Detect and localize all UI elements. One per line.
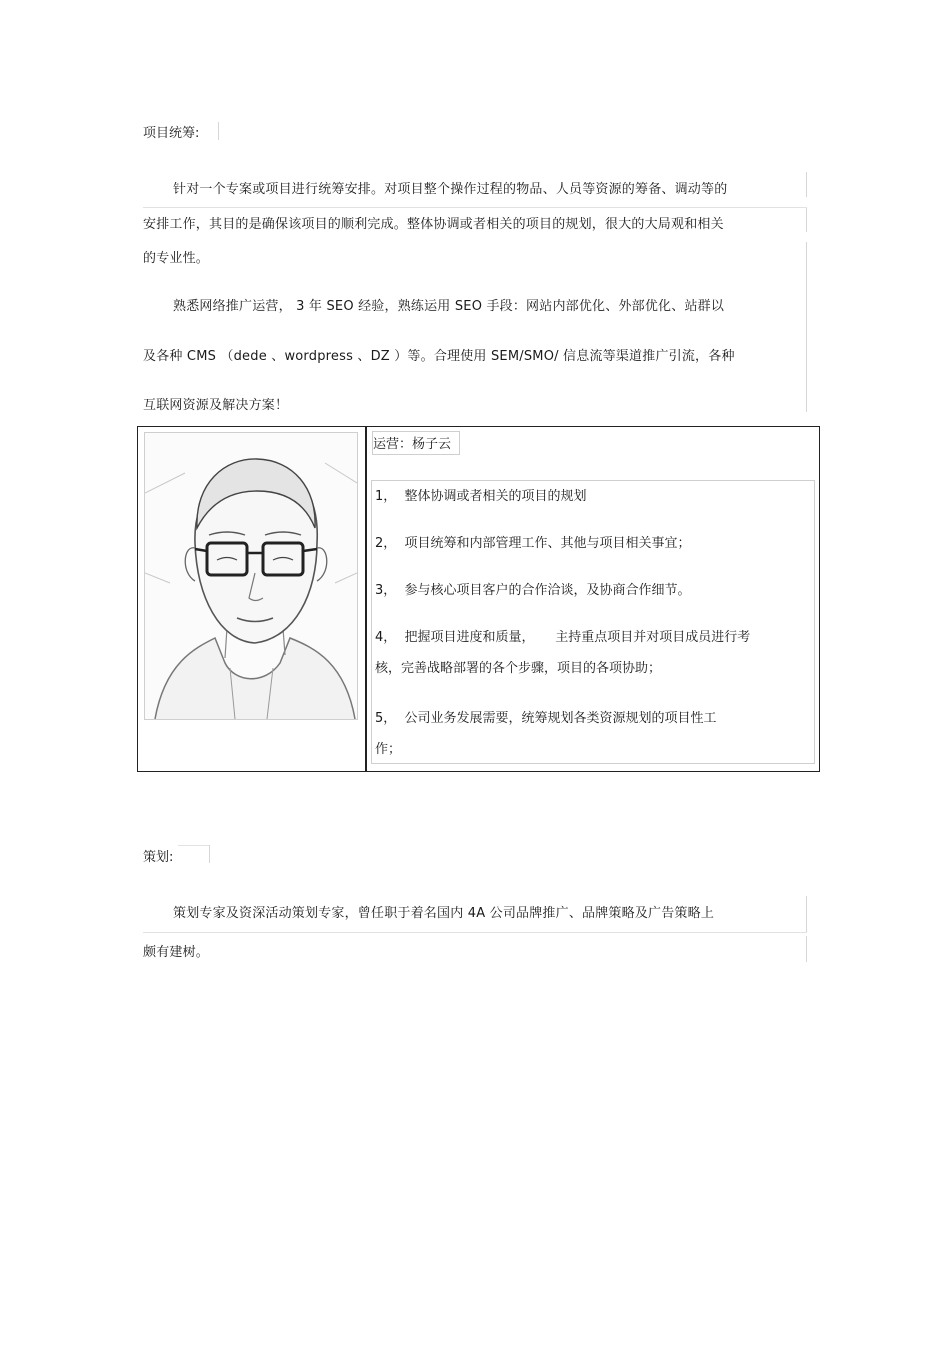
divider bbox=[806, 208, 807, 232]
divider bbox=[806, 242, 807, 412]
duty-item: 5， 公司业务发展需要，统筹规划各类资源规划的项目性工 bbox=[375, 711, 717, 726]
paragraph-line: 安排工作，其目的是确保该项目的顺利完成。整体协调或者相关的项目的规划，很大的大局观和相关 bbox=[143, 217, 724, 232]
table-divider bbox=[365, 427, 367, 771]
divider bbox=[143, 207, 807, 208]
divider bbox=[806, 172, 807, 197]
paragraph-line: 颇有建树。 bbox=[143, 945, 210, 960]
duty-item: 作； bbox=[375, 742, 402, 757]
duty-item: 核，完善战略部署的各个步骤，项目的各项协助； bbox=[375, 661, 662, 676]
duty-item: 4， 把握项目进度和质量， 主持重点项目并对项目成员进行考 bbox=[375, 630, 751, 645]
divider bbox=[806, 896, 807, 932]
paragraph-line: 策划专家及资深活动策划专家，曾任职于着名国内 4A 公司品牌推广、品牌策略及广告策略上 bbox=[173, 906, 715, 921]
paragraph-line: 熟悉网络推广运营， 3 年 SEO 经验，熟练运用 SEO 手段：网站内部优化、外部优化、站群以 bbox=[173, 299, 725, 314]
divider bbox=[143, 932, 807, 933]
duty-item: 1， 整体协调或者相关的项目的规划 bbox=[375, 489, 587, 504]
duty-item: 2， 项目统筹和内部管理工作、其他与项目相关事宜； bbox=[375, 536, 691, 551]
paragraph-line: 针对一个专案或项目进行统筹安排。对项目整个操作过程的物品、人员等资源的筹备、调动等的 bbox=[173, 182, 728, 197]
divider bbox=[806, 936, 807, 962]
profile-photo bbox=[144, 432, 358, 720]
divider bbox=[218, 122, 219, 140]
profile-table bbox=[137, 426, 820, 772]
divider bbox=[178, 845, 210, 846]
divider bbox=[209, 845, 210, 863]
section-heading-project-coordination: 项目统筹: bbox=[143, 126, 200, 141]
paragraph-line: 及各种 CMS （dede 、wordpress 、DZ ）等。合理使用 SEM/SMO/ 信息流等渠道推广引流，各种 bbox=[143, 349, 735, 364]
role-label: 运营：杨子云 bbox=[372, 431, 460, 455]
paragraph-line: 的专业性。 bbox=[143, 251, 210, 266]
duty-item: 3， 参与核心项目客户的合作洽谈，及协商合作细节。 bbox=[375, 583, 691, 598]
duties-list bbox=[371, 480, 815, 764]
paragraph-line: 互联网资源及解决方案！ bbox=[143, 398, 289, 413]
section-heading-planning: 策划: bbox=[143, 850, 174, 865]
person-sketch-icon bbox=[145, 433, 357, 719]
